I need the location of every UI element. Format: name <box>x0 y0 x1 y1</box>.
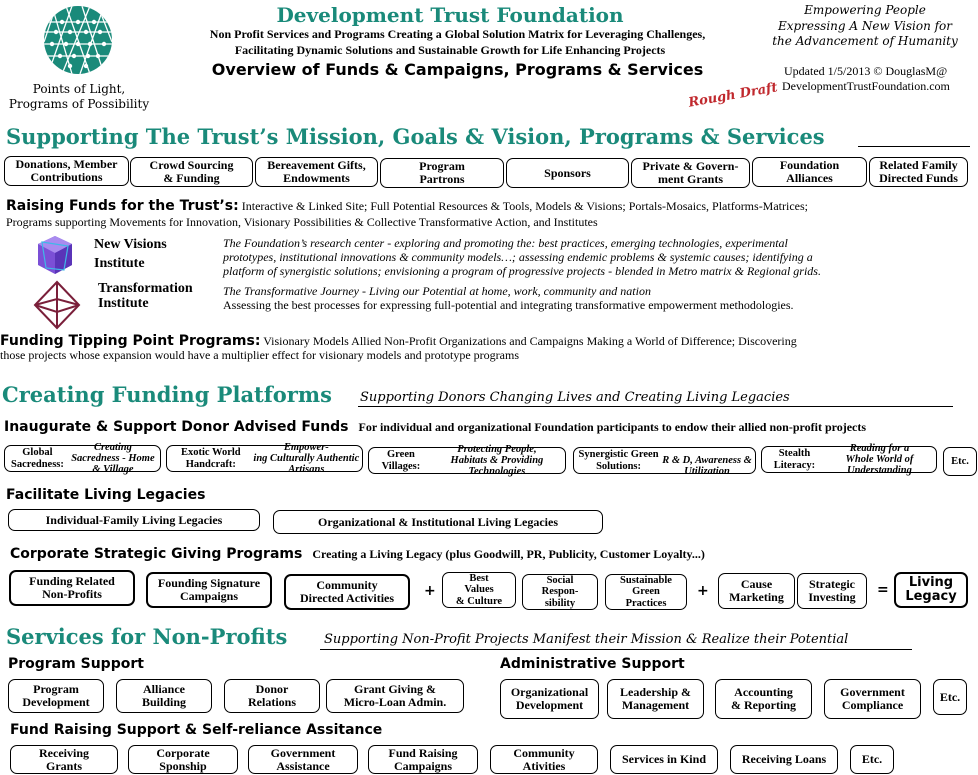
logo-caption <box>4 82 154 112</box>
raising-funds-row <box>6 198 808 214</box>
admin-etc-button[interactable]: Etc. <box>933 679 967 715</box>
receiving-grants-button[interactable]: Receiving Grants <box>10 745 118 774</box>
receiving-loans-button[interactable]: Receiving Loans <box>730 745 838 774</box>
accounting-reporting-button[interactable]: Accounting & Reporting <box>715 679 812 719</box>
platforms-subtitle: Supporting Donors Changing Lives and Creating Living Legacies <box>360 390 790 405</box>
new-visions-desc <box>223 237 821 278</box>
logo-globe <box>42 2 114 82</box>
stealth-literacy-tail: Reading for a Whole World of Understanding <box>845 442 914 477</box>
bereavement-gifts-button[interactable]: Bereavement Gifts, Endowments <box>255 157 378 187</box>
transformation-name <box>98 281 193 312</box>
logo-caption-line-2: Programs of Possibility <box>8 97 150 111</box>
foundation-alliances-button[interactable]: Foundation Alliances <box>752 157 867 187</box>
grants-button[interactable]: Private & Govern- ment Grants <box>631 158 750 188</box>
fundraising-campaigns-button[interactable]: Fund Raising Campaigns <box>368 745 478 774</box>
transformation-desc-2: Assessing the best processes for expressing full-potential and integrating transformative empowerment methodologies. <box>223 297 794 312</box>
new-visions-name-1: New Visions <box>94 237 167 252</box>
global-sacredness-lead: Global Sacredness: <box>10 447 64 470</box>
green-villages-lead: Green Villages: <box>381 449 421 472</box>
octahedron-icon <box>32 280 82 330</box>
global-sacredness-tail: Creating Sacredness - Home & Village <box>71 441 155 476</box>
transformation-name-2: Institute <box>98 296 149 312</box>
raising-funds-text-2: Programs supporting Movements for Innovation, Visionary Possibilities & Collective Transformative Action, and Institutes <box>6 215 598 229</box>
new-visions-name-2: Institute <box>94 255 145 271</box>
raising-funds-title: Raising Funds for the Trust’s: <box>6 198 239 214</box>
tipping-text-2: those projects whose expansion would have a multiplier effect for visionary models and prototype programs <box>0 348 519 362</box>
donor-advised-row <box>4 418 866 436</box>
transformation-desc-1: The Transformative Journey - Living our Potential at home, work, community and nation <box>223 284 651 298</box>
fundraising-support-title: Fund Raising Support & Self-reliance Assitance <box>10 722 383 738</box>
corporate-giving-title: Corporate Strategic Giving Programs <box>10 546 303 562</box>
government-compliance-button[interactable]: Government Compliance <box>824 679 921 719</box>
leadership-management-button[interactable]: Leadership & Management <box>607 679 704 719</box>
cause-marketing-button[interactable]: Cause Marketing <box>718 573 795 609</box>
services-title: Services for Non-Profits <box>6 624 288 649</box>
platforms-title: Creating Funding Platforms <box>2 382 332 407</box>
government-assistance-button[interactable]: Government Assistance <box>248 745 358 774</box>
raising-funds-text-1: Interactive & Linked Site; Full Potential Resources & Tools, Models & Visions; Portals-Mosaics, Platforms-Matrices; <box>241 199 809 213</box>
transformation-desc <box>223 285 794 313</box>
tipping-title: Funding Tipping Point Programs: <box>0 333 261 349</box>
community-activities-support-button[interactable]: Community Ativities <box>490 745 598 774</box>
tipping-text-1: Visionary Models Allied Non-Profit Organizations and Campaigns Making a World of Difference; Discovering <box>263 334 797 348</box>
services-rule <box>320 649 912 650</box>
sponsors-button[interactable]: Sponsors <box>506 158 629 188</box>
new-visions-desc-3: platform of synergistic solutions; envisioning a program of progressive projects - blended in Metro matrix & Regional grids. <box>223 263 821 278</box>
program-support-title: Program Support <box>8 656 144 672</box>
motto-line-2: Expressing A New Vision for <box>777 18 953 33</box>
new-visions-name <box>94 236 167 274</box>
stealth-literacy-lead: Stealth Literacy: <box>773 448 816 471</box>
organizational-development-button[interactable]: Organizational Development <box>500 679 599 719</box>
tagline-2: Facilitating Dynamic Solutions and Sustainable Growth for Life Enhancing Projects <box>234 43 666 57</box>
new-visions-logo <box>34 234 76 276</box>
corporate-giving-row <box>10 545 705 563</box>
tagline-1: Non Profit Services and Programs Creating a Global Solution Matrix for Leveraging Challenges, <box>209 27 706 41</box>
green-villages-tail: Protecting People, Habitats & Providing Technologies <box>450 443 544 478</box>
funding-nonprofits-button[interactable]: Funding Related Non-Profits <box>9 570 135 606</box>
donor-relations-button[interactable]: Donor Relations <box>224 679 320 713</box>
strategic-investing-button[interactable]: Strategic Investing <box>797 573 867 609</box>
transformation-name-1: Transformation <box>98 281 193 296</box>
new-visions-desc-1: The Foundation’s research center - exploring and promoting the: best practices, emerging technologies, experimental <box>223 236 788 250</box>
program-development-button[interactable]: Program Development <box>8 679 104 713</box>
community-activities-button[interactable]: Community Directed Activities <box>284 574 410 610</box>
donations-button[interactable]: Donations, Member Contributions <box>4 156 129 186</box>
plus-sign-1: + <box>424 583 436 599</box>
globe-icon <box>42 2 114 82</box>
exotic-handcraft-tail: Empower- ing Culturally Authentic Artisans <box>253 441 360 476</box>
transformation-logo <box>32 280 82 330</box>
exotic-handcraft-button[interactable] <box>166 441 363 476</box>
grant-giving-button[interactable]: Grant Giving & Micro-Loan Admin. <box>326 679 464 713</box>
corporate-giving-text: Creating a Living Legacy (plus Goodwill, PR, Publicity, Customer Loyalty...) <box>312 547 705 561</box>
stealth-literacy-button[interactable] <box>761 442 937 477</box>
family-funds-button[interactable]: Related Family Directed Funds <box>869 157 968 187</box>
best-values-button[interactable]: Best Values & Culture <box>442 572 516 608</box>
services-in-kind-button[interactable]: Services in Kind <box>610 745 718 774</box>
crowd-sourcing-button[interactable]: Crowd Sourcing & Funding <box>130 157 253 187</box>
synergistic-green-tail: R & D, Awareness & Utilization <box>662 455 752 478</box>
donor-advised-title: Inaugurate & Support Donor Advised Funds <box>4 419 349 435</box>
overview-title: Overview of Funds & Campaigns, Programs & Services <box>211 60 704 79</box>
motto-line-3: the Advancement of Humanity <box>772 34 958 49</box>
global-sacredness-button[interactable] <box>4 441 161 476</box>
organizational-legacies-button[interactable]: Organizational & Institutional Living Legacies <box>273 510 603 534</box>
cube-icon <box>34 234 76 276</box>
draft-stamp: Rough Draft <box>687 80 779 111</box>
plus-sign-2: + <box>697 583 709 599</box>
donor-etc-button[interactable] <box>943 447 977 476</box>
mission-title: Supporting The Trust’s Mission, Goals & Vision, Programs & Services <box>6 124 825 149</box>
site-link[interactable]: DevelopmentTrustFoundation.com <box>782 79 950 93</box>
alliance-building-button[interactable]: Alliance Building <box>116 679 212 713</box>
tipping-row <box>0 333 797 349</box>
living-legacies-title: Facilitate Living Legacies <box>6 487 206 503</box>
program-patrons-button[interactable]: Program Partrons <box>380 158 504 188</box>
individual-legacies-button[interactable]: Individual-Family Living Legacies <box>8 509 260 531</box>
logo-caption-line-1: Points of Light, <box>32 82 126 96</box>
updated-date: Updated 1/5/2013 © DouglasM@ <box>784 64 948 78</box>
fundraising-etc-button[interactable]: Etc. <box>850 745 894 774</box>
living-legacy-button[interactable]: Living Legacy <box>894 572 968 608</box>
green-practices-button[interactable]: Sustainable Green Practices <box>605 574 687 610</box>
motto-line-1: Empowering People <box>804 3 926 17</box>
exotic-handcraft-lead: Exotic World Handcraft: <box>181 447 241 470</box>
signature-campaigns-button[interactable]: Founding Signature Campaigns <box>146 572 272 608</box>
synergistic-green-lead: Synergistic Green Solutions: <box>578 449 659 472</box>
admin-support-title: Administrative Support <box>500 656 685 672</box>
social-responsibility-button[interactable]: Social Respon- sibility <box>522 574 598 610</box>
mission-title-rule <box>858 146 970 147</box>
donor-etc-label: Etc. <box>951 455 969 467</box>
synergistic-green-button[interactable] <box>573 447 756 478</box>
green-villages-button[interactable] <box>368 443 566 478</box>
org-name: Development Trust Foundation <box>276 3 624 27</box>
new-visions-desc-2: prototypes, institutional innovations & community models…; assessing endemic problems & systemic causes; identifying a <box>223 249 813 264</box>
equals-sign: = <box>877 582 889 598</box>
corporate-sponsorship-button[interactable]: Corporate Sponship <box>128 745 238 774</box>
services-subtitle: Supporting Non-Profit Projects Manifest their Mission & Realize their Potential <box>324 632 849 647</box>
motto <box>765 3 965 50</box>
platforms-rule <box>358 406 953 407</box>
donor-advised-text: For individual and organizational Foundation participants to endow their allied non-profit projects <box>358 420 867 434</box>
